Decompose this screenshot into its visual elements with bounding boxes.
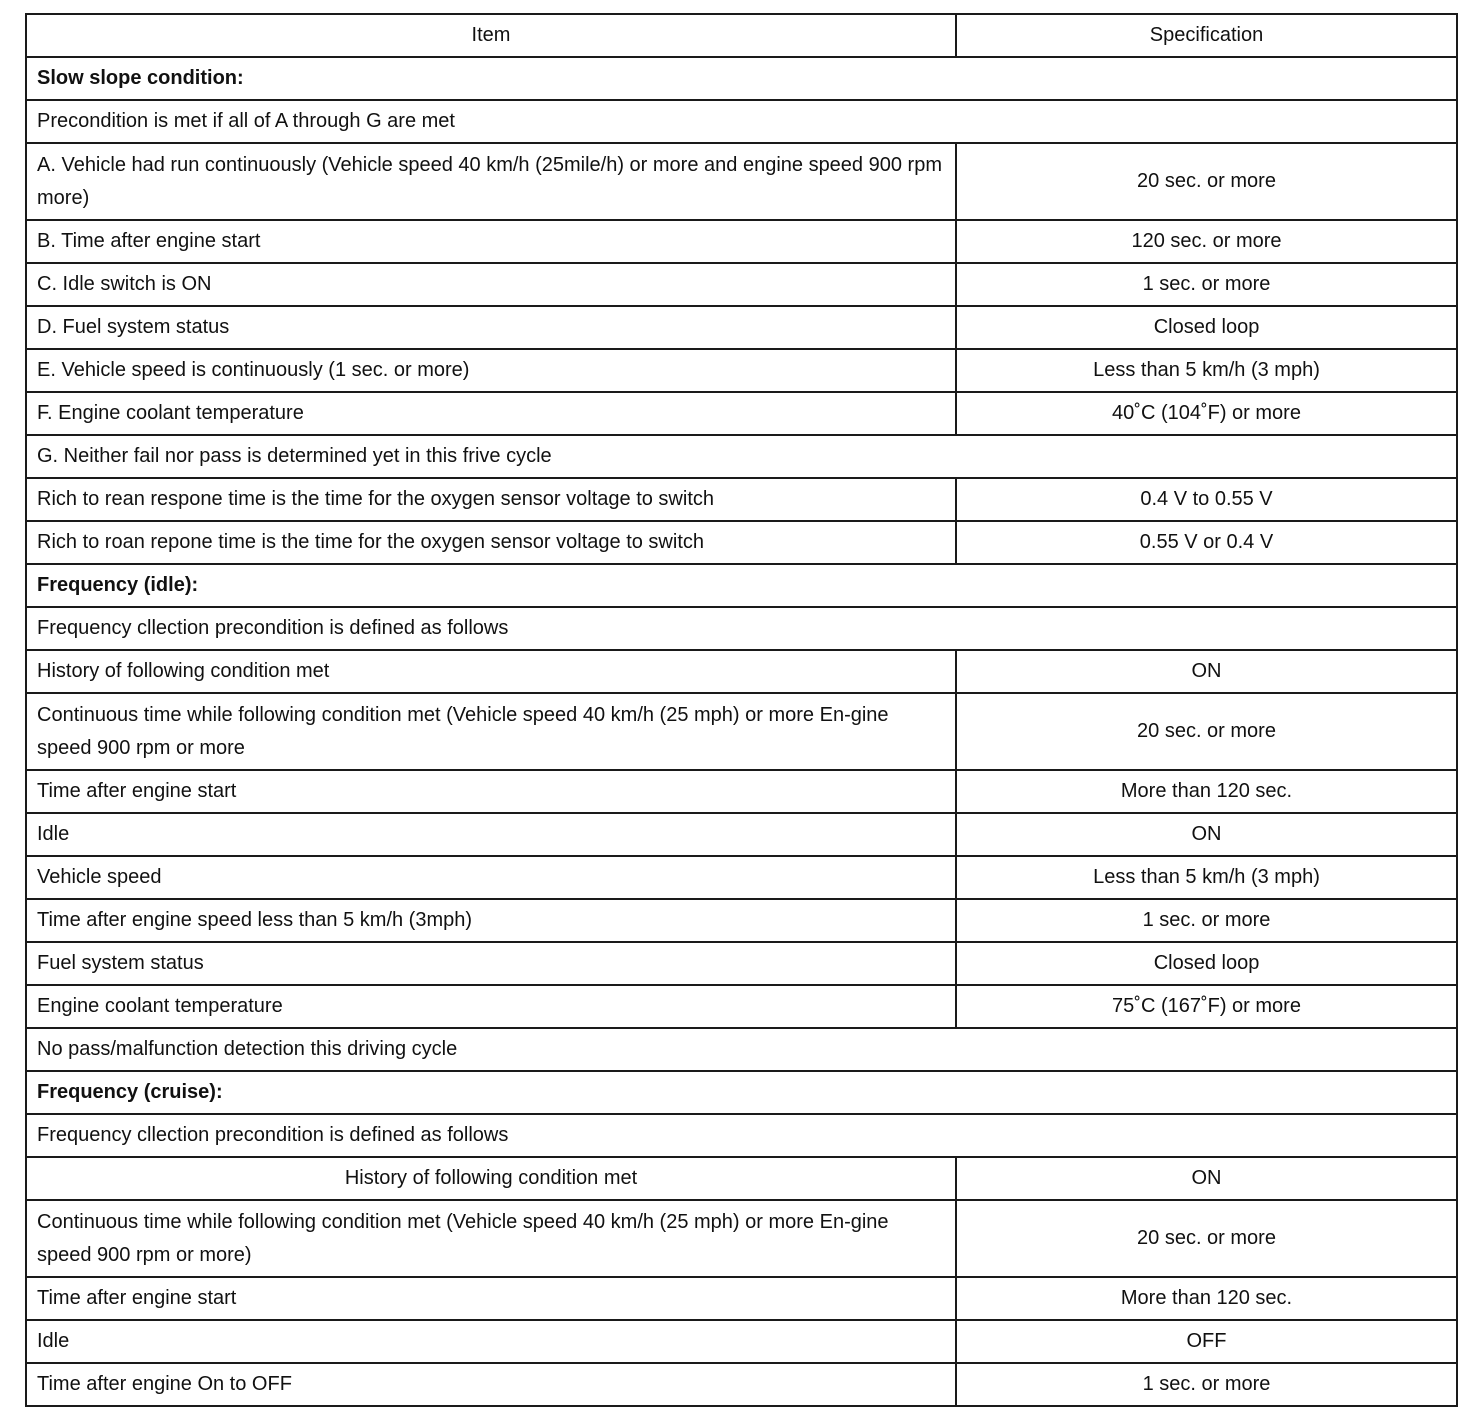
span-cell: Frequency cllection precondition is defined as follows [26,1114,1457,1157]
item-cell: F. Engine coolant temperature [26,392,956,435]
table-row [26,392,1457,435]
item-cell: Continuous time while following condition met (Vehicle speed 40 km/h (25 mph) or more En-gine speed 900 rpm or more [26,693,956,770]
table-row [26,263,1457,306]
item-cell: Engine coolant temperature [26,985,956,1028]
item-cell: Rich to rean respone time is the time for the oxygen sensor voltage to switch [26,478,956,521]
spec-cell: More than 120 sec. [956,770,1457,813]
table-row [26,349,1457,392]
table-row [26,220,1457,263]
item-cell: Time after engine speed less than 5 km/h (3mph) [26,899,956,942]
span-row [26,100,1457,143]
spec-cell: ON [956,650,1457,693]
span-cell: Frequency cllection precondition is defined as follows [26,607,1457,650]
span-cell: Precondition is met if all of A through G are met [26,100,1457,143]
item-cell: Continuous time while following condition met (Vehicle speed 40 km/h (25 mph) or more En-gine speed 900 rpm or more) [26,1200,956,1277]
spec-cell: 0.55 V or 0.4 V [956,521,1457,564]
spec-cell: ON [956,1157,1457,1200]
table-body [26,14,1457,1406]
item-cell: Fuel system status [26,942,956,985]
item-cell: B. Time after engine start [26,220,956,263]
table-row [26,143,1457,220]
spec-cell: 75˚C (167˚F) or more [956,985,1457,1028]
item-cell: History of following condition met [26,650,956,693]
header-specification: Specification [956,14,1457,57]
spec-cell: Less than 5 km/h (3 mph) [956,856,1457,899]
item-cell: A. Vehicle had run continuously (Vehicle speed 40 km/h (25mile/h) or more and engine speed 900 rpm more) [26,143,956,220]
section-heading: Slow slope condition: [26,57,1457,100]
table-row [26,770,1457,813]
section-heading: Frequency (cruise): [26,1071,1457,1114]
spec-cell: 1 sec. or more [956,263,1457,306]
table-row [26,650,1457,693]
span-row [26,1028,1457,1071]
item-cell: Time after engine start [26,770,956,813]
item-cell: Idle [26,813,956,856]
item-cell: History of following condition met [26,1157,956,1200]
table-row [26,813,1457,856]
spec-cell: 1 sec. or more [956,899,1457,942]
header-item: Item [26,14,956,57]
section-heading: Frequency (idle): [26,564,1457,607]
spec-cell: 120 sec. or more [956,220,1457,263]
span-row [26,1114,1457,1157]
spec-cell: 40˚C (104˚F) or more [956,392,1457,435]
specification-table [25,13,1458,1407]
section-row [26,1071,1457,1114]
item-cell: Rich to roan repone time is the time for the oxygen sensor voltage to switch [26,521,956,564]
table-row [26,1363,1457,1406]
span-cell: No pass/malfunction detection this driving cycle [26,1028,1457,1071]
spec-cell: OFF [956,1320,1457,1363]
table-header-row [26,14,1457,57]
table-row [26,899,1457,942]
table-row [26,942,1457,985]
spec-cell: 20 sec. or more [956,143,1457,220]
item-cell: Time after engine On to OFF [26,1363,956,1406]
span-row [26,607,1457,650]
spec-cell: Closed loop [956,306,1457,349]
spec-cell: 20 sec. or more [956,693,1457,770]
table-row [26,985,1457,1028]
table-row [26,1277,1457,1320]
table-row [26,521,1457,564]
section-row [26,57,1457,100]
spec-cell: Closed loop [956,942,1457,985]
span-row [26,435,1457,478]
table-row [26,693,1457,770]
item-cell: C. Idle switch is ON [26,263,956,306]
table-row [26,1200,1457,1277]
table-row [26,1157,1457,1200]
item-cell: E. Vehicle speed is continuously (1 sec. or more) [26,349,956,392]
item-cell: Idle [26,1320,956,1363]
table-row [26,856,1457,899]
table-row [26,478,1457,521]
spec-cell: 1 sec. or more [956,1363,1457,1406]
spec-cell: 0.4 V to 0.55 V [956,478,1457,521]
item-cell: Vehicle speed [26,856,956,899]
spec-cell: ON [956,813,1457,856]
spec-cell: More than 120 sec. [956,1277,1457,1320]
item-cell: D. Fuel system status [26,306,956,349]
item-cell: Time after engine start [26,1277,956,1320]
spec-cell: Less than 5 km/h (3 mph) [956,349,1457,392]
section-row [26,564,1457,607]
span-cell: G. Neither fail nor pass is determined yet in this frive cycle [26,435,1457,478]
table-row [26,1320,1457,1363]
table-row [26,306,1457,349]
spec-cell: 20 sec. or more [956,1200,1457,1277]
